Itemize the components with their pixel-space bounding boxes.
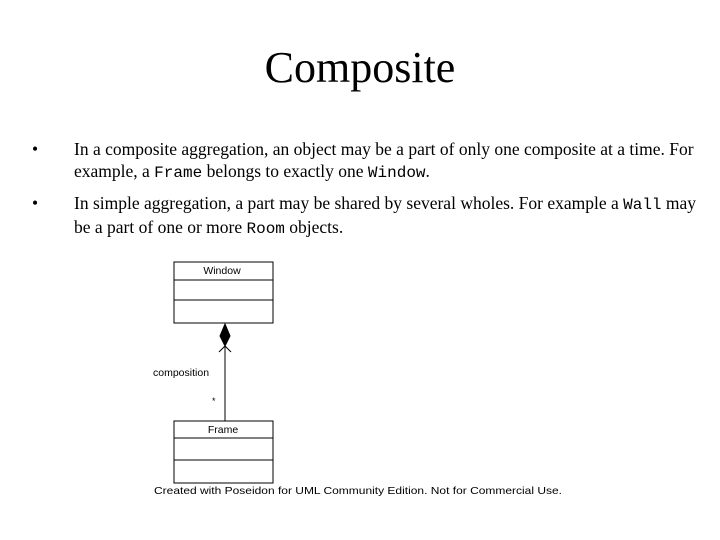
bullet-text-segment: belongs to exactly one — [202, 161, 368, 181]
bullet-text-segment: objects. — [284, 217, 344, 237]
code-term-frame: Frame — [154, 164, 203, 182]
multiplicity-label: * — [212, 396, 216, 406]
bullet-text-segment: . — [425, 161, 430, 181]
association-label: composition — [153, 367, 210, 379]
composition-association — [153, 324, 231, 421]
code-term-wall: Wall — [623, 196, 662, 214]
frame-class-name: Frame — [207, 424, 239, 436]
code-term-room: Room — [246, 220, 285, 238]
bullet-text-segment: In a composite aggregation, an object may be a part of only one composite at a time. For example, a — [74, 139, 694, 181]
bullet-marker: • — [32, 139, 39, 159]
bullet-text-segment: In simple aggregation, a part may be shared by several wholes. For example a — [74, 193, 624, 213]
slide-title: Composite — [264, 43, 456, 92]
code-term-window: Window — [367, 164, 426, 182]
window-class — [174, 262, 273, 323]
bullet-text-segment: may be a part of one or more — [74, 193, 697, 237]
frame-class — [174, 421, 273, 483]
bullet-marker: • — [32, 193, 39, 213]
window-class-name: Window — [203, 265, 241, 277]
composition-diamond-icon — [220, 324, 230, 346]
diagram-watermark: Created with Poseidon for UML Community Edition. Not for Commercial Use. — [154, 485, 562, 497]
